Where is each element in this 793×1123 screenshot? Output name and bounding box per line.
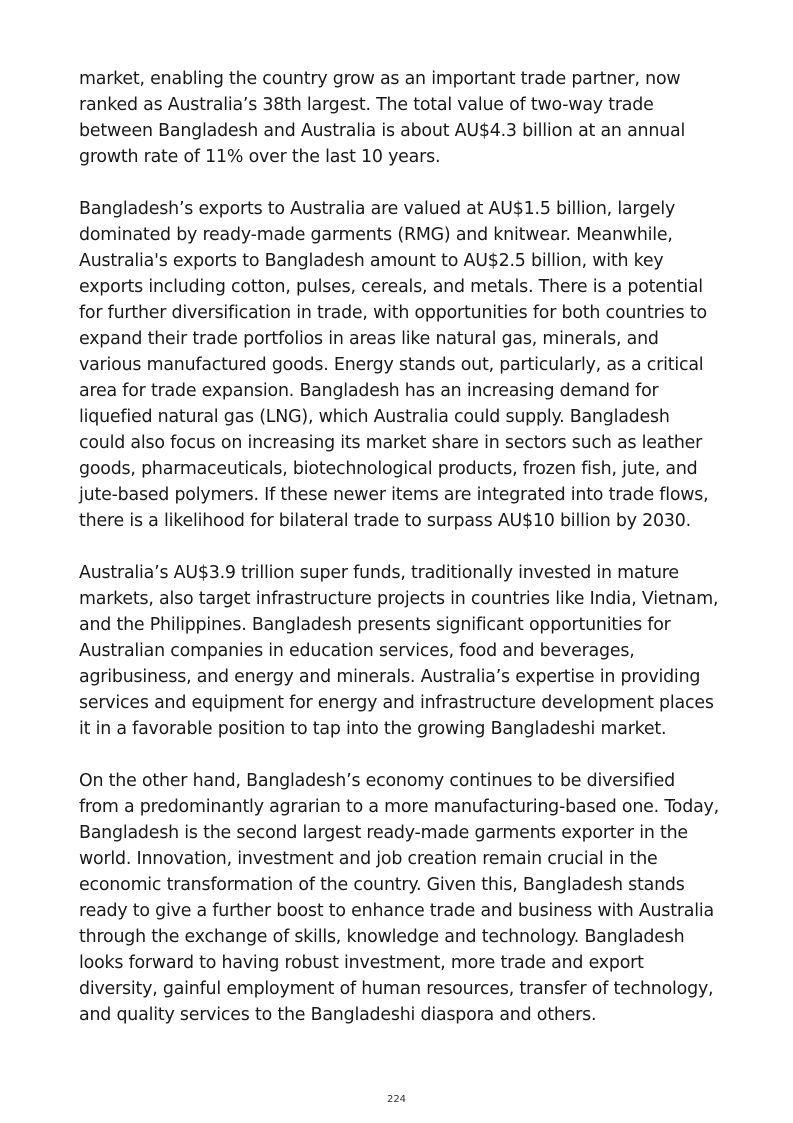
paragraph-economy: On the other hand, Bangladesh’s economy continues to be diversified from a predominantly agrarian to a more manufacturing-based one. Today, Bangladesh is the second largest ready-made garments exporter in the world. Innovation, investment and job creation remain crucial in the economic transformation of the country. Given this, Bangladesh stands ready to give a further boost to enhance trade and business with Australia through the exchange of skills, knowledge and technology. Bangladesh looks forward to having robust investment, more trade and export diversity, gainful employment of human resources, transfer of technology, and quality services to the Bangladeshi diaspora and others.: [79, 771, 719, 1025]
page-number: 224: [386, 1094, 407, 1105]
paragraph-exports: Bangladesh’s exports to Australia are valued at AU$1.5 billion, largely dominated by ready-made garments (RMG) and knitwear. Meanwhile, Australia's exports to Bangladesh amount to AU$2.5 billion, with key exports including cotton, pulses, cereals, and metals. There is a potential for further diversification in trade, with opportunities for both countries to expand their trade portfolios in areas like natural gas, minerals, and various manufactured goods. Energy stands out, particularly, as a critical area for trade expansion. Bangladesh has an increasing demand for liquefied natural gas (LNG), which Australia could supply. Bangladesh could also focus on increasing its market share in sectors such as leather goods, pharmaceuticals, biotechnological products, frozen fish, jute, and jute-based polymers. If these newer items are integrated into trade flows, there is a likelihood for bilateral trade to surpass AU$10 billion by 2030.: [79, 199, 709, 531]
paragraph-trade-ranking: market, enabling the country grow as an important trade partner, now ranked as Australia’s 38th largest. The total value of two-way trade between Bangladesh and Australia is about AU$4.3 billion at an annual growth rate of 11% over the last 10 years.: [79, 69, 686, 167]
document-body: [79, 66, 719, 1028]
paragraph-super-funds: Australia’s AU$3.9 trillion super funds, traditionally invested in mature markets, also target infrastructure projects in countries like India, Vietnam, and the Philippines. Bangladesh presents significant opportunities for Australian companies in education services, food and beverages, agribusiness, and energy and minerals. Australia’s expertise in providing services and equipment for energy and infrastructure development places it in a favorable position to tap into the growing Bangladeshi market.: [79, 563, 719, 739]
